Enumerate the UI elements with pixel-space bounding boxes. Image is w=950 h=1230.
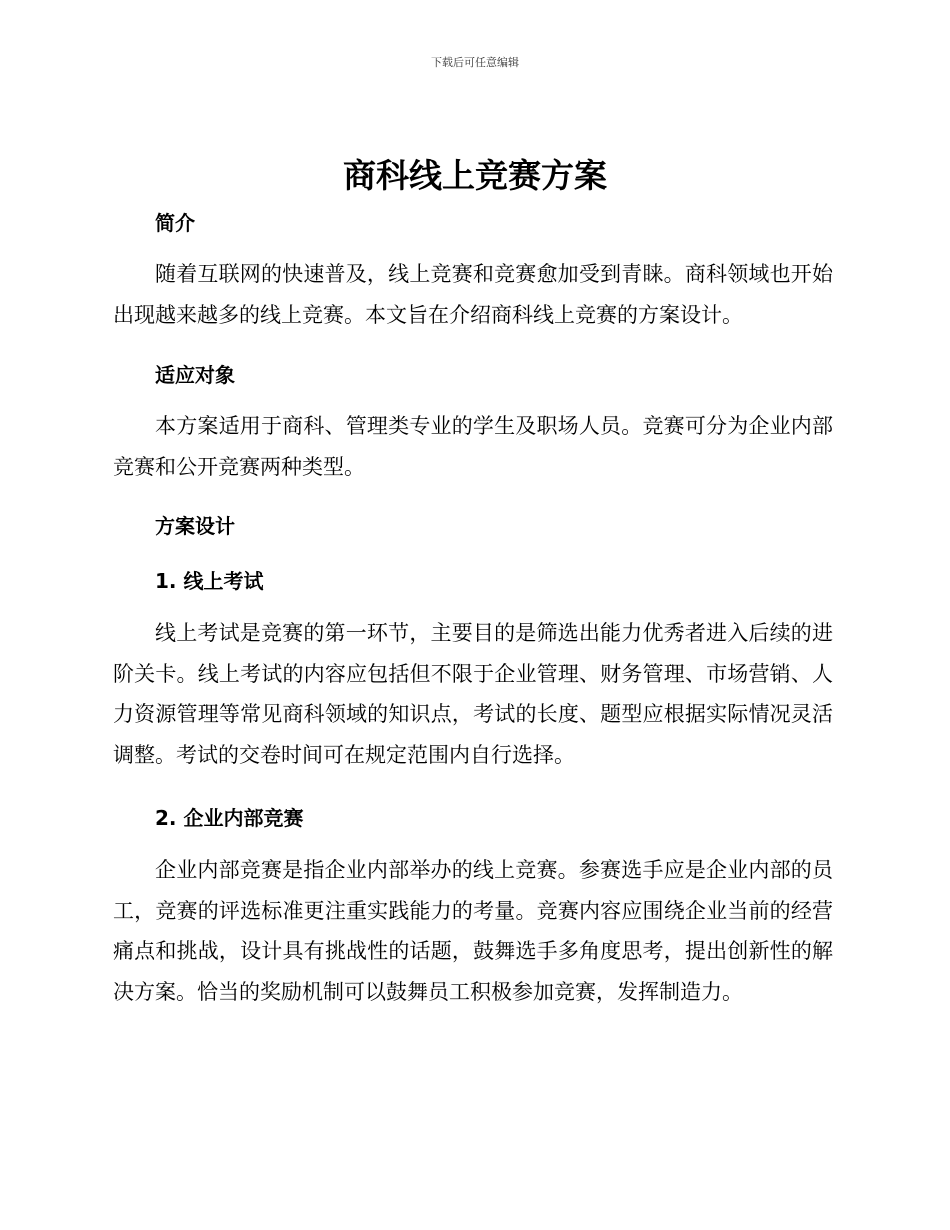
section-heading-audience: 适应对象 [155,363,235,387]
document-title: 商科线上竞赛方案 [343,156,607,195]
paragraph-audience: 本方案适用于商科、管理类专业的学生及职场人员。竞赛可分为企业内部竞赛和公开竞赛两种类型。 [113,414,833,479]
subsection-heading-internal: 2. 企业内部竞赛 [155,806,304,830]
paragraph-internal: 企业内部竞赛是指企业内部举办的线上竞赛。参赛选手应是企业内部的员工，竞赛的评选标准更注重实践能力的考量。竞赛内容应围绕企业当前的经营痛点和挑战，设计具有挑战性的话题，鼓舞选手多角度思考，提出创新性的解决方案。恰当的奖励机制可以鼓舞员工积极参加竞赛，发挥制造力。 [113,858,833,1004]
header-note: 下载后可任意编辑 [431,56,519,69]
section-heading-design: 方案设计 [155,514,235,538]
section-heading-intro: 简介 [155,211,195,235]
subsection-heading-online-exam: 1. 线上考试 [155,569,264,593]
paragraph-intro: 随着互联网的快速普及，线上竞赛和竞赛愈加受到青睐。商科领域也开始出现越来越多的线上竞赛。本文旨在介绍商科线上竞赛的方案设计。 [113,262,833,327]
paragraph-online-exam: 线上考试是竞赛的第一环节，主要目的是筛选出能力优秀者进入后续的进阶关卡。线上考试的内容应包括但不限于企业管理、财务管理、市场营销、人力资源管理等常见商科领域的知识点，考试的长度、题型应根据实际情况灵活调整。考试的交卷时间可在规定范围内自行选择。 [113,621,833,767]
